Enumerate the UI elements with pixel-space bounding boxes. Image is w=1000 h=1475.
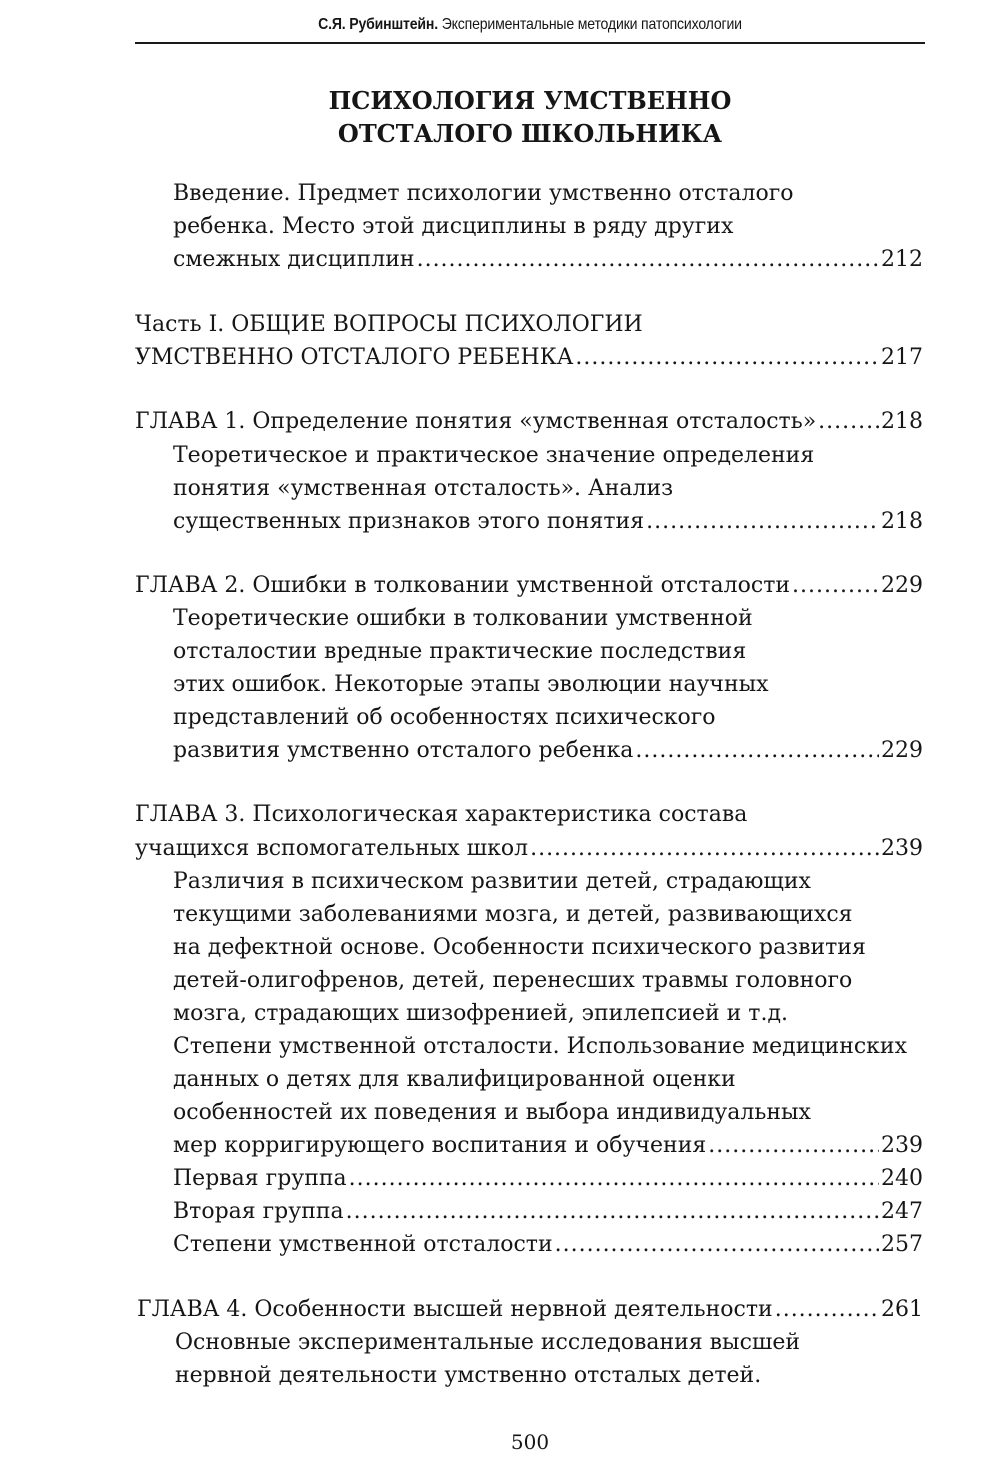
toc-ch1-sub-line-2: понятия «умственная отсталость». Анализ — [173, 476, 674, 501]
toc-ch3-sub-line-3: на дефектной основе. Особенности психического развития — [173, 935, 866, 960]
dot-leader — [646, 506, 879, 538]
toc-entry-title: развития умственно отсталого ребенка — [173, 738, 634, 763]
toc-entry-title: смежных дисциплин — [173, 247, 415, 272]
toc-ch2-sub-line-4: представлений об особенностях психического — [173, 705, 716, 730]
dot-leader — [555, 1229, 879, 1261]
toc-ch3-sub-line-1: Различия в психическом развитии детей, страдающих — [173, 869, 811, 894]
toc-page-number: 218 — [881, 409, 923, 434]
dot-leader — [775, 1294, 879, 1326]
dot-leader — [349, 1163, 879, 1195]
section-title-line-1: ПСИХОЛОГИЯ УМСТВЕННО — [328, 86, 732, 115]
toc-part1-line-1: Часть I. ОБЩИЕ ВОПРОСЫ ПСИХОЛОГИИ — [135, 312, 643, 337]
section-title-line-2: ОТСТАЛОГО ШКОЛЬНИКА — [337, 119, 723, 148]
dot-leader — [792, 570, 879, 602]
toc-entry-chapter-3-section — [173, 1130, 923, 1162]
toc-entry-degrees — [173, 1229, 923, 1261]
toc-entry-chapter-1 — [135, 406, 923, 438]
toc-intro-line-1: Введение. Предмет психологии умственно отсталого — [173, 181, 794, 206]
dot-leader — [635, 735, 879, 767]
toc-entry-chapter-4 — [137, 1294, 923, 1326]
toc-entry-intro — [173, 244, 923, 276]
toc-entry-part1 — [135, 342, 923, 374]
toc-ch3-title-line-1: ГЛАВА 3. Психологическая характеристика состава — [135, 802, 748, 827]
toc-page-number: 217 — [881, 345, 923, 370]
toc-ch4-sub-line-2: нервной деятельности умственно отсталых детей. — [175, 1363, 762, 1388]
toc-entry-title: ГЛАВА 1. Определение понятия «умственная отсталость» — [135, 409, 817, 434]
dot-leader — [417, 244, 879, 276]
toc-ch1-sub-line-1: Теоретическое и практическое значение определения — [173, 443, 815, 468]
toc-entry-title: УМСТВЕННО ОТСТАЛОГО РЕБЕНКА — [135, 345, 574, 370]
toc-ch3-sub-line-8: особенностей их поведения и выбора индивидуальных — [173, 1100, 811, 1125]
toc-page-number: 239 — [881, 1133, 923, 1158]
toc-ch2-sub-line-3: этих ошибок. Некоторые этапы эволюции научных — [173, 672, 769, 697]
toc-page-number: 212 — [881, 247, 923, 272]
toc-page-number: 229 — [881, 573, 923, 598]
toc-entry-title: мер корригирующего воспитания и обучения — [173, 1133, 707, 1158]
toc-entry-title: ГЛАВА 2. Ошибки в толковании умственной отсталости — [135, 573, 791, 598]
toc-entry-second-group — [173, 1196, 923, 1228]
toc-ch3-sub-line-6: Степени умственной отсталости. Использование медицинских — [173, 1034, 908, 1059]
toc-entry-chapter-2 — [135, 570, 923, 602]
toc-ch3-sub-line-7: данных о детях для квалифицированной оценки — [173, 1067, 736, 1092]
running-header — [182, 16, 877, 34]
toc-entry-chapter-3 — [135, 833, 923, 865]
toc-page-number: 239 — [881, 836, 923, 861]
header-author: С.Я. Рубинштейн. — [318, 16, 438, 33]
dot-leader — [708, 1130, 879, 1162]
toc-entry-chapter-1-section — [173, 506, 923, 538]
toc-entry-first-group — [173, 1163, 923, 1195]
toc-intro-line-2: ребенка. Место этой дисциплины в ряду других — [173, 214, 734, 239]
dot-leader — [575, 342, 879, 374]
toc-ch3-sub-line-4: детей-олигофренов, детей, перенесших травмы головного — [173, 968, 853, 993]
toc-page-number: 240 — [881, 1166, 923, 1191]
dot-leader — [818, 406, 879, 438]
dot-leader — [530, 833, 879, 865]
toc-page-number: 257 — [881, 1232, 923, 1257]
toc-ch2-sub-line-2: отсталостии вредные практические последствия — [173, 639, 747, 664]
toc-ch3-sub-line-2: текущими заболеваниями мозга, и детей, развивающихся — [173, 902, 853, 927]
toc-entry-title: ГЛАВА 4. Особенности высшей нервной деятельности — [137, 1297, 773, 1322]
header-rule — [135, 42, 925, 44]
section-title — [135, 84, 925, 150]
toc-entry-title: существенных признаков этого понятия — [173, 509, 645, 534]
page-number: 500 — [510, 1430, 550, 1454]
dot-leader — [346, 1196, 879, 1228]
toc-ch3-sub-line-5: мозга, страдающих шизофренией, эпилепсией и т.д. — [173, 1001, 789, 1026]
toc-ch4-sub-line-1: Основные экспериментальные исследования высшей — [175, 1330, 801, 1355]
toc-page-number: 229 — [881, 738, 923, 763]
toc-entry-title: учащихся вспомогательных школ — [135, 836, 529, 861]
toc-page-number: 261 — [881, 1297, 923, 1322]
toc-page-number: 218 — [881, 509, 923, 534]
toc-entry-chapter-2-section — [173, 735, 923, 767]
toc-entry-title: Первая группа — [173, 1166, 347, 1191]
toc-ch2-sub-line-1: Теоретические ошибки в толковании умственной — [173, 606, 753, 631]
toc-page-number: 247 — [881, 1199, 923, 1224]
toc-entry-title: Степени умственной отсталости — [173, 1232, 553, 1257]
header-book-title: Экспериментальные методики патопсихологии — [441, 16, 742, 33]
toc-entry-title: Вторая группа — [173, 1199, 344, 1224]
